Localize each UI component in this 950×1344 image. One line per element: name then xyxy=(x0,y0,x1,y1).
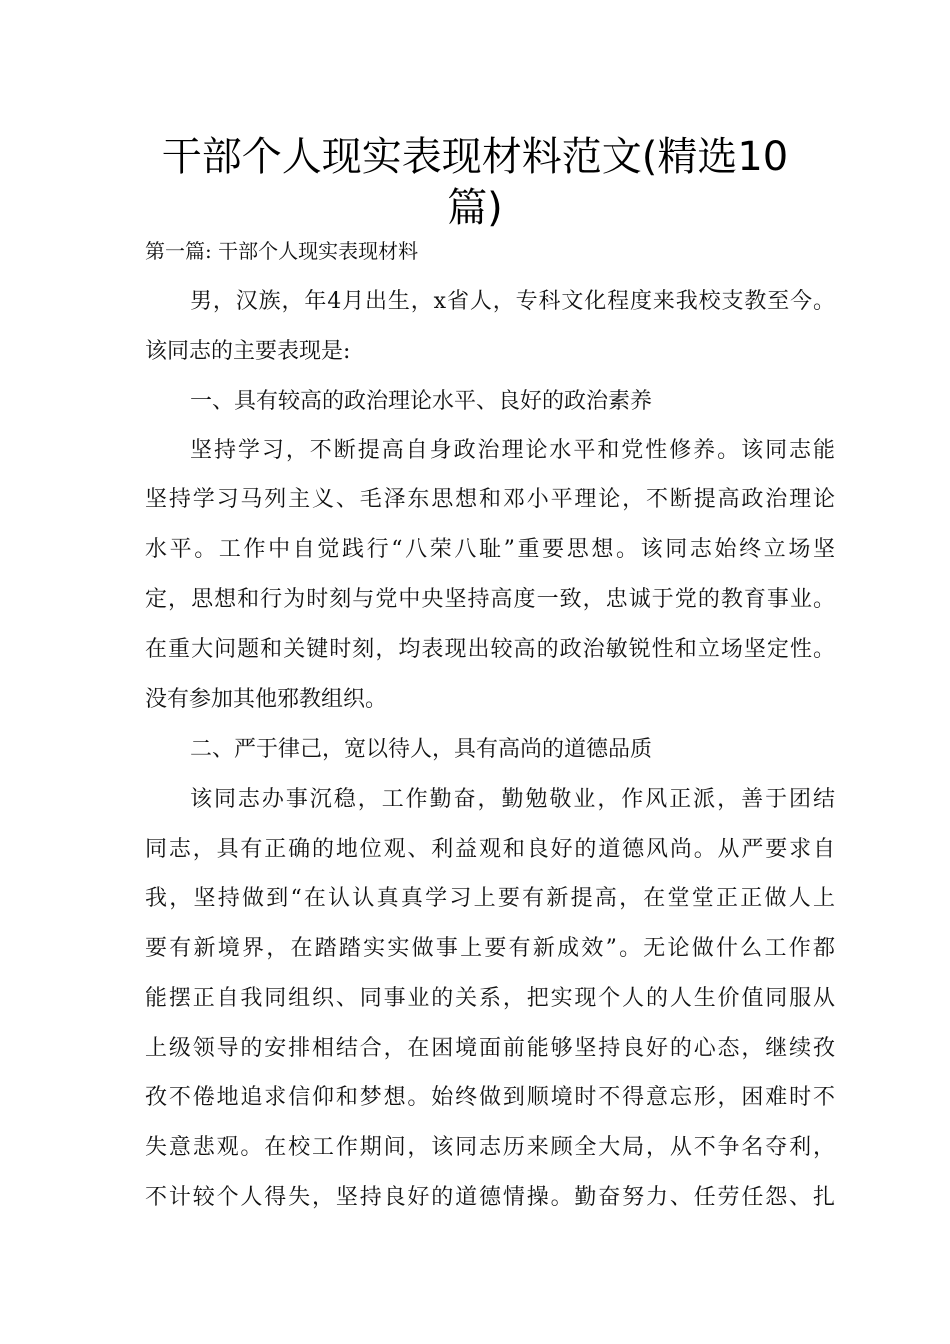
paragraph-line: 男，汉族，年4月出生，x省人，专科文化程度来我校支教至今。 xyxy=(190,289,835,314)
paragraph-line: 我，坚持做到“在认认真真学习上要有新提高，在堂堂正正做人上 xyxy=(145,886,835,911)
paragraph-line: 上级领导的安排相结合，在困境面前能够坚持良好的心态，继续孜 xyxy=(145,1036,835,1061)
paragraph-line: 同志，具有正确的地位观、利益观和良好的道德风尚。从严要求自 xyxy=(145,837,835,862)
paragraph-line: 要有新境界，在踏踏实实做事上要有新成效”。无论做什么工作都 xyxy=(145,936,835,961)
paragraph-line: 孜不倦地追求信仰和梦想。始终做到顺境时不得意忘形，困难时不 xyxy=(145,1085,835,1110)
paragraph-line: 该同志的主要表现是: xyxy=(145,339,351,364)
document-title-line-2: 篇) xyxy=(447,185,503,231)
paragraph-line: 定，思想和行为时刻与党中央坚持高度一致，忠诚于党的教育事业。 xyxy=(145,587,835,612)
paragraph-line: 该同志办事沉稳，工作勤奋，勤勉敬业，作风正派，善于团结 xyxy=(190,787,835,812)
paragraph-line: 失意悲观。在校工作期间，该同志历来顾全大局，从不争名夺利， xyxy=(145,1135,835,1160)
paragraph-line: 坚持学习，不断提高自身政治理论水平和党性修养。该同志能 xyxy=(190,438,835,463)
section-heading: 第一篇: 干部个人现实表现材料 xyxy=(145,239,419,263)
document-title-line-1: 干部个人现实表现材料范文(精选10 xyxy=(161,134,789,180)
paragraph-line: 水平。工作中自觉践行“八荣八耻”重要思想。该同志始终立场坚 xyxy=(145,537,835,562)
paragraph-line: 没有参加其他邪教组织。 xyxy=(145,687,388,712)
subheading-line: 二、严于律己，宽以待人，具有高尚的道德品质 xyxy=(190,737,653,762)
subheading-line: 一、具有较高的政治理论水平、良好的政治素养 xyxy=(190,389,653,414)
paragraph-line: 不计较个人得失，坚持良好的道德情操。勤奋努力、任劳任怨、扎 xyxy=(145,1185,835,1210)
paragraph-line: 能摆正自我同组织、同事业的关系，把实现个人的人生价值同服从 xyxy=(145,986,835,1011)
paragraph-line: 在重大问题和关键时刻，均表现出较高的政治敏锐性和立场坚定性。 xyxy=(145,637,835,662)
paragraph-line: 坚持学习马列主义、毛泽东思想和邓小平理论，不断提高政治理论 xyxy=(145,487,835,512)
